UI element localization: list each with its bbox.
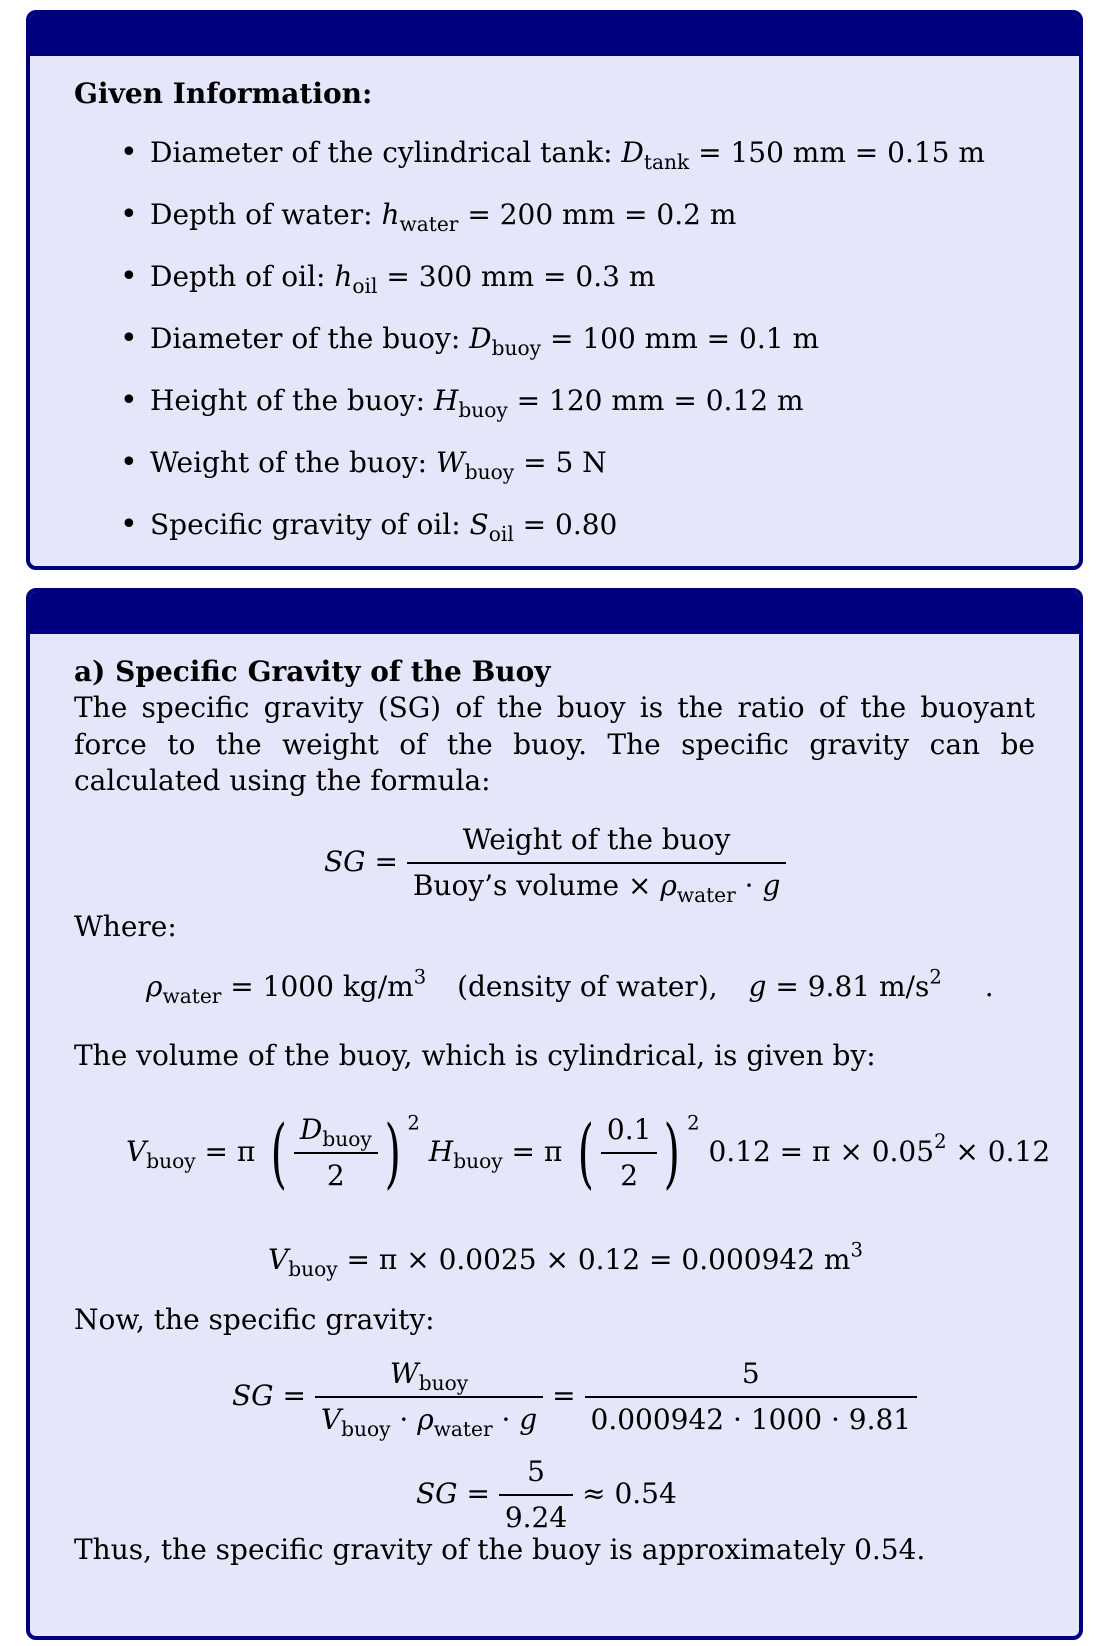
equation-sg-result: SG = $\frac{5}{9.24}$ ≈ 0.54 [416,1455,677,1535]
given-item-water-depth: • Depth of water: $h_{water} = 200$ mm = 0.2 m [120,196,1035,234]
given-item-buoy-diameter: • Diameter of the buoy: $D_{buoy} = 100$ mm = 0.1 m [120,320,1035,358]
section-heading: a) Specific Gravity of the Buoy [74,655,551,688]
equation-volume-result: $V_{buoy} = \pi \times 0.0025 \times 0.12 = 0.000942$ $m^3$ [268,1238,863,1282]
given-item-buoy-height: • Height of the buoy: $H_{buoy} = 120$ mm = 0.12 m [120,382,1035,420]
equation-volume-expansion: $V_{buoy} = \pi$ ( $\frac{D_{buoy}}{2}$ ) $^2$ $H_{buoy} = \pi$ ( $\frac{0.1}{2}$ ) $^2$ $0.12 = \pi \times 0.05^2 \times 0.12$ [126,1108,1051,1198]
given-list [74,134,1035,547]
given-heading: Given Information: [74,77,373,110]
now-text: Now, the specific gravity: [74,1303,435,1336]
solution-box: Solution to the Problem a) Specific Gravity of the Buoy The specific gravity (SG) of the buoy is the ratio of the buoyant force to the weight of the buoy. The specific gravity can be calculated using the formula: SG = $\frac{\text{Weight of the buoy}}{Buoy’s volume \times \rho_{water} \cdot g}$ Where: $\rho_{water} = 1000$ $kg/m^3$ (density of water), g = 9.81 $m/s^2$ . The volume of the buoy, which is cylindrical, is given by: $V_{buoy} = \pi$ ( $\frac{D_{buoy}}{2}$ ) $^2$ $H_{buoy} = \pi$ ( $\frac{0.1}{2}$ ) $^2$ $0.12 = \pi \times 0.05^2 \times 0.12$ $V_{buoy} = \pi \times 0.0025 \times 0.12 = 0.000942$ $m^3$ Now, the specific gravity: SG = $\frac{W_{buoy}}{V_{buoy} \cdot \rho_{water} \cdot g}$ = $\frac{5}{0.000942 \cdot 1000 \cdot 9.81}$ SG = $\frac{5}{9.24}$ ≈ 0.54 Thus, the specific gravity of the buoy is approximately 0.54. [26,588,1083,1640]
given-information-box [26,10,1083,570]
given-item-oil-depth: • Depth of oil: $h_{oil} = 300$ mm = 0.3 m [120,258,1035,296]
box-title: Solution to the Problem [30,592,1079,634]
where-label: Where: [74,910,177,943]
intro-paragraph: The specific gravity (SG) of the buoy is the ratio of the buoyant force to the weight of the buoy. The specific gravity can be calculated using the formula: [74,691,1035,798]
given-item-buoy-weight: • Weight of the buoy: $W_{buoy} = 5$ N [120,444,1035,482]
volume-text: The volume of the buoy, which is cylindrical, is given by: [74,1039,876,1072]
box-title: Solution to the Problem [30,14,1079,56]
equation-sg-substitution: SG = $\frac{W_{buoy}}{V_{buoy} \cdot \rho_{water} \cdot g}$ = $\frac{5}{0.000942 \cdot 1000 \cdot 9.81}$ [232,1356,917,1439]
given-item-oil-specific-gravity: • Specific gravity of oil: $S_{oil} = 0.80$ [120,506,1035,544]
conclusion-text: Thus, the specific gravity of the buoy is approximately 0.54. [74,1533,926,1566]
given-item-tank-diameter: • Diameter of the cylindrical tank: $D_{tank} = 150$ mm = 0.15 m [120,134,1035,172]
equation-constants: $\rho_{water} = 1000$ $kg/m^3$ (density of water), g = 9.81 $m/s^2$ . [146,965,994,1009]
